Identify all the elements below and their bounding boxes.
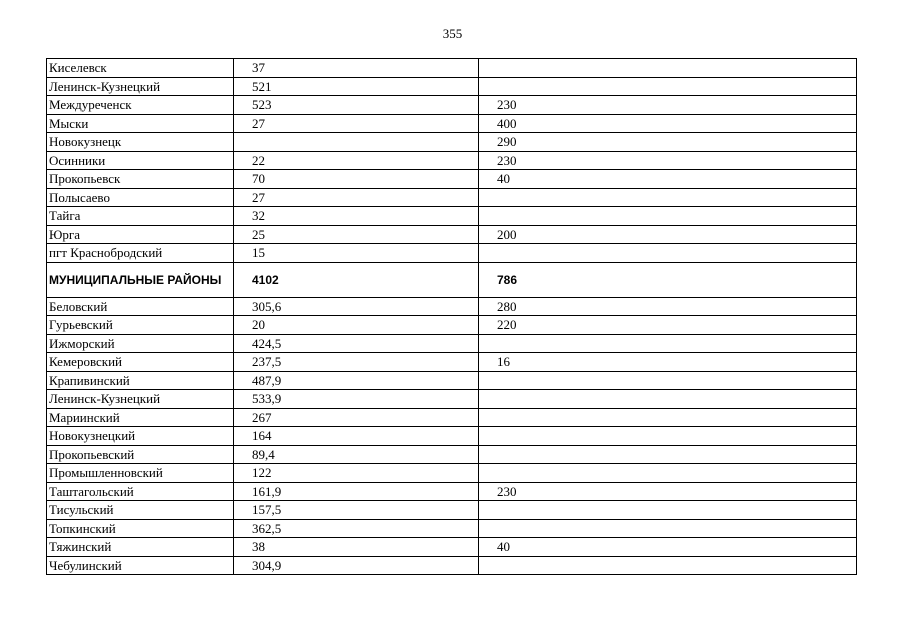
table-row <box>47 538 857 557</box>
row-value-2-cell <box>479 244 857 263</box>
row-value-1-cell: 237,5 <box>234 353 479 372</box>
row-value-1-cell: 4102 <box>234 262 479 297</box>
table-row <box>47 464 857 483</box>
row-value-1-cell: 22 <box>234 151 479 170</box>
table-body <box>47 59 857 575</box>
row-value-2-cell <box>479 501 857 520</box>
table-row <box>47 408 857 427</box>
row-value-1-cell: 27 <box>234 114 479 133</box>
table-row <box>47 427 857 446</box>
row-name-cell: Тайга <box>47 207 234 226</box>
table-row <box>47 151 857 170</box>
row-value-2-cell: 40 <box>479 170 857 189</box>
row-name-cell: пгт Краснобродский <box>47 244 234 263</box>
row-value-2-cell: 220 <box>479 316 857 335</box>
table-row <box>47 371 857 390</box>
row-value-2-cell <box>479 188 857 207</box>
table-row <box>47 114 857 133</box>
row-value-1-cell: 521 <box>234 77 479 96</box>
table-row <box>47 556 857 575</box>
table-row <box>47 207 857 226</box>
row-value-1-cell: 424,5 <box>234 334 479 353</box>
row-value-1-cell: 27 <box>234 188 479 207</box>
row-value-2-cell <box>479 519 857 538</box>
table-row <box>47 334 857 353</box>
table-row <box>47 170 857 189</box>
row-value-1-cell: 122 <box>234 464 479 483</box>
row-name-cell: МУНИЦИПАЛЬНЫЕ РАЙОНЫ <box>47 262 234 297</box>
row-value-1-cell: 533,9 <box>234 390 479 409</box>
row-name-cell: Кемеровский <box>47 353 234 372</box>
row-value-2-cell <box>479 334 857 353</box>
table-row <box>47 188 857 207</box>
row-name-cell: Ленинск-Кузнецкий <box>47 390 234 409</box>
row-value-1-cell: 304,9 <box>234 556 479 575</box>
row-value-1-cell: 267 <box>234 408 479 427</box>
row-name-cell: Промышленновский <box>47 464 234 483</box>
row-name-cell: Мыски <box>47 114 234 133</box>
table-row <box>47 133 857 152</box>
row-value-2-cell: 200 <box>479 225 857 244</box>
row-name-cell: Киселевск <box>47 59 234 78</box>
row-value-1-cell: 70 <box>234 170 479 189</box>
row-value-2-cell <box>479 556 857 575</box>
table-row <box>47 316 857 335</box>
row-value-1-cell: 161,9 <box>234 482 479 501</box>
row-value-1-cell: 487,9 <box>234 371 479 390</box>
row-value-1-cell: 25 <box>234 225 479 244</box>
table-row <box>47 482 857 501</box>
row-name-cell: Юрга <box>47 225 234 244</box>
table-row <box>47 353 857 372</box>
row-name-cell: Ленинск-Кузнецкий <box>47 77 234 96</box>
row-name-cell: Тисульский <box>47 501 234 520</box>
table-row <box>47 501 857 520</box>
row-value-2-cell <box>479 445 857 464</box>
row-value-1-cell: 15 <box>234 244 479 263</box>
row-value-2-cell: 16 <box>479 353 857 372</box>
page-number: 355 <box>442 26 463 41</box>
row-name-cell: Прокопьевский <box>47 445 234 464</box>
row-value-2-cell: 280 <box>479 297 857 316</box>
row-value-1-cell: 20 <box>234 316 479 335</box>
row-value-1-cell: 362,5 <box>234 519 479 538</box>
table-row <box>47 59 857 78</box>
row-value-2-cell <box>479 207 857 226</box>
row-name-cell: Крапивинский <box>47 371 234 390</box>
table-row <box>47 96 857 115</box>
row-name-cell: Чебулинский <box>47 556 234 575</box>
table-row <box>47 77 857 96</box>
row-name-cell: Гурьевский <box>47 316 234 335</box>
row-name-cell: Беловский <box>47 297 234 316</box>
row-name-cell: Новокузнецк <box>47 133 234 152</box>
row-value-2-cell <box>479 427 857 446</box>
row-value-2-cell <box>479 59 857 78</box>
table-row <box>47 262 857 297</box>
row-name-cell: Мариинский <box>47 408 234 427</box>
row-value-2-cell <box>479 371 857 390</box>
row-value-1-cell: 32 <box>234 207 479 226</box>
row-value-1-cell: 305,6 <box>234 297 479 316</box>
row-name-cell: Таштагольский <box>47 482 234 501</box>
row-name-cell: Прокопьевск <box>47 170 234 189</box>
row-value-1-cell: 89,4 <box>234 445 479 464</box>
row-name-cell: Топкинский <box>47 519 234 538</box>
data-table <box>46 58 857 575</box>
row-value-2-cell <box>479 464 857 483</box>
table-row <box>47 519 857 538</box>
row-value-2-cell: 40 <box>479 538 857 557</box>
row-value-2-cell: 290 <box>479 133 857 152</box>
row-value-2-cell <box>479 390 857 409</box>
row-name-cell: Междуреченск <box>47 96 234 115</box>
row-value-1-cell: 37 <box>234 59 479 78</box>
row-value-1-cell: 38 <box>234 538 479 557</box>
row-name-cell: Тяжинский <box>47 538 234 557</box>
row-value-2-cell: 230 <box>479 96 857 115</box>
row-name-cell: Ижморский <box>47 334 234 353</box>
row-value-2-cell: 786 <box>479 262 857 297</box>
row-value-2-cell: 230 <box>479 151 857 170</box>
row-value-1-cell <box>234 133 479 152</box>
row-name-cell: Полысаево <box>47 188 234 207</box>
row-value-2-cell: 230 <box>479 482 857 501</box>
row-value-2-cell: 400 <box>479 114 857 133</box>
table-row <box>47 390 857 409</box>
row-name-cell: Осинники <box>47 151 234 170</box>
row-value-1-cell: 157,5 <box>234 501 479 520</box>
table-row <box>47 225 857 244</box>
table-row <box>47 445 857 464</box>
row-value-2-cell <box>479 408 857 427</box>
row-value-1-cell: 523 <box>234 96 479 115</box>
row-value-1-cell: 164 <box>234 427 479 446</box>
table-row <box>47 297 857 316</box>
row-value-2-cell <box>479 77 857 96</box>
table-row <box>47 244 857 263</box>
row-name-cell: Новокузнецкий <box>47 427 234 446</box>
